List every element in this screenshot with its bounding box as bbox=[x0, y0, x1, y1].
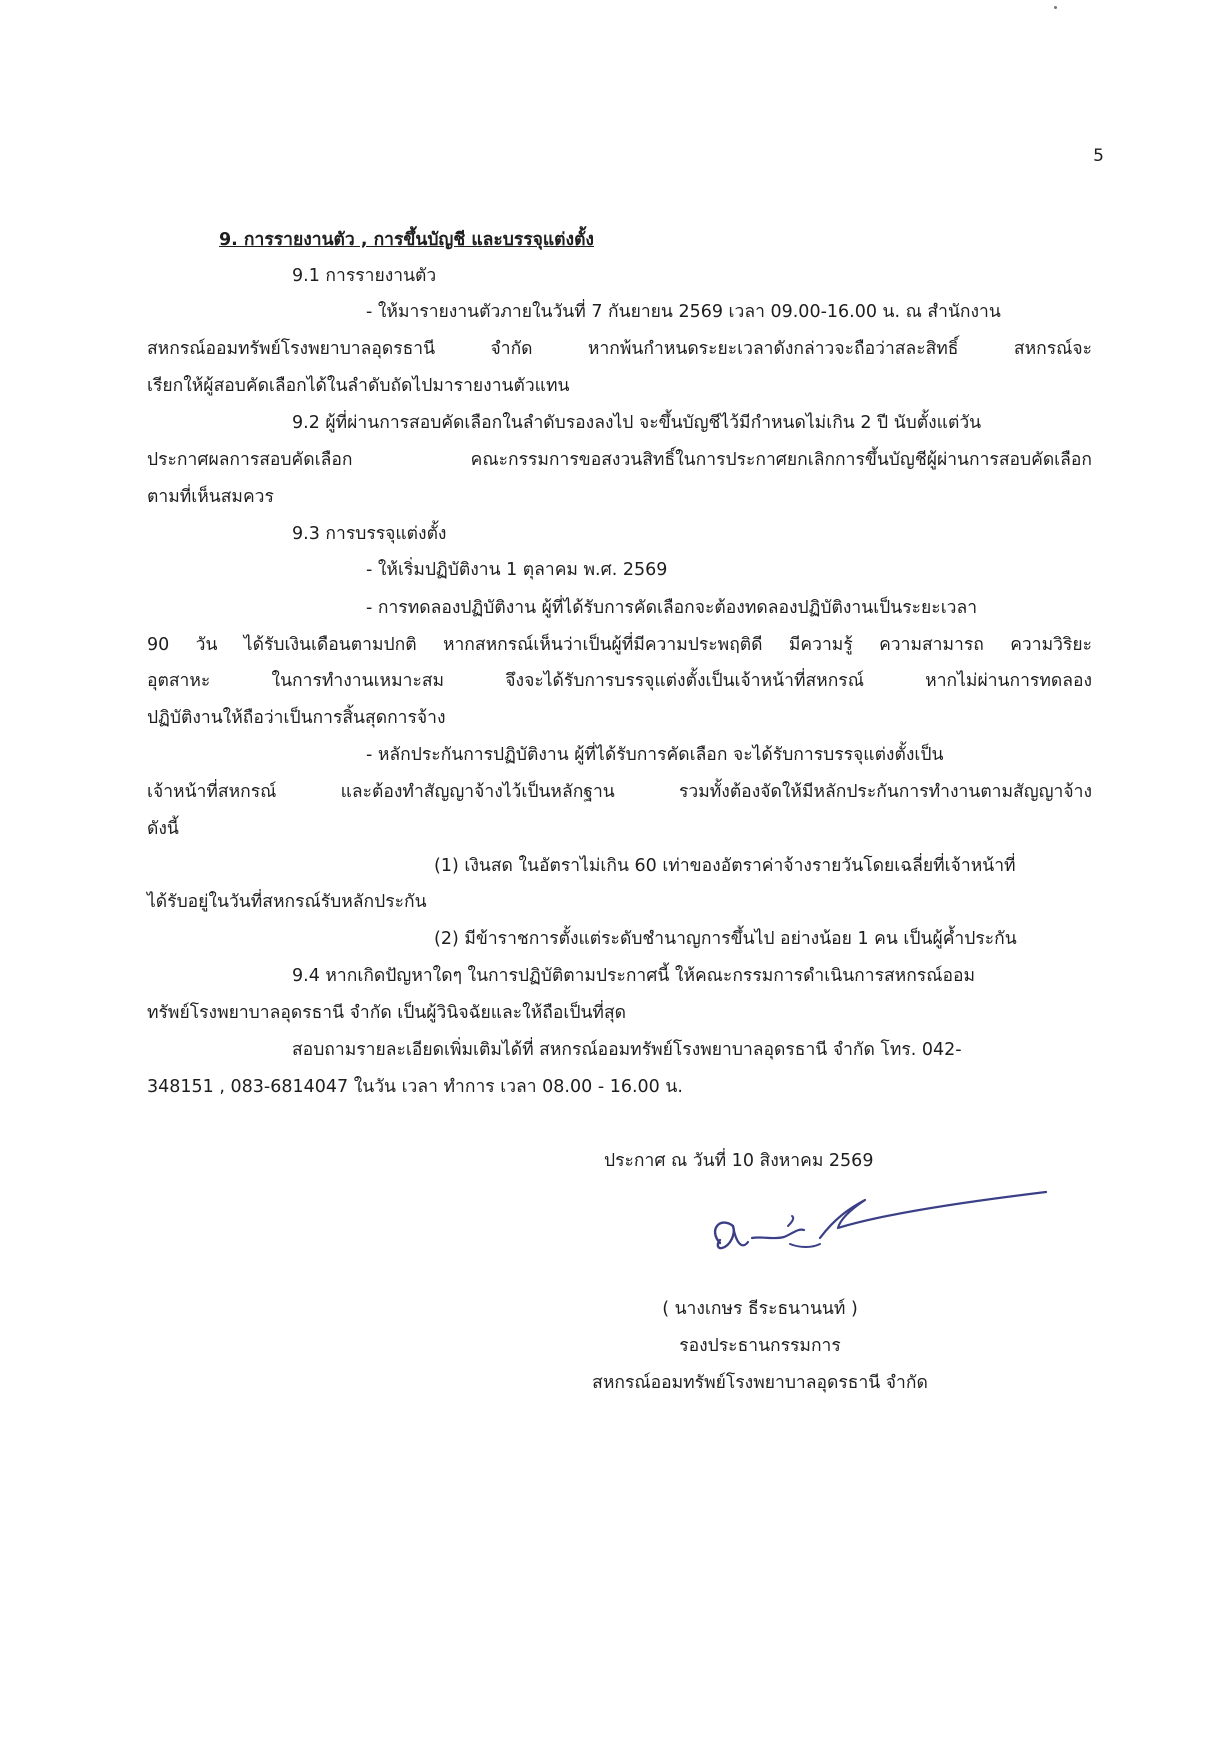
paragraph-line: สอบถามรายละเอียดเพิ่มเติมได้ที่ สหกรณ์ออมทรัพย์โรงพยาบาลอุดรธานี จำกัด โทร. 042- bbox=[292, 1040, 962, 1060]
signatory-name: ( นางเกษร ธีระธนานนท์ ) bbox=[662, 1299, 858, 1319]
section-heading: 9. การรายงานตัว , การขึ้นบัญชี และบรรจุแต่งตั้ง bbox=[219, 230, 594, 250]
list-item-continuation: ได้รับอยู่ในวันที่สหกรณ์รับหลักประกัน bbox=[147, 892, 427, 912]
subsection-9-1-title: 9.1 การรายงานตัว bbox=[292, 266, 437, 286]
paragraph-line: ตามที่เห็นสมควร bbox=[147, 487, 274, 507]
paragraph-line: ทรัพย์โรงพยาบาลอุดรธานี จำกัด เป็นผู้วินิจฉัยและให้ถือเป็นที่สุด bbox=[147, 1003, 627, 1023]
paragraph-line: เจ้าหน้าที่สหกรณ์ และต้องทำสัญญาจ้างไว้เป็นหลักฐาน รวมทั้งต้องจัดให้มีหลักประกันการทำงานตามสัญญาจ้าง bbox=[147, 782, 1092, 802]
paragraph-line: - หลักประกันการปฏิบัติงาน ผู้ที่ได้รับการคัดเลือก จะได้รับการบรรจุแต่งตั้งเป็น bbox=[366, 745, 944, 765]
list-item: (2) มีข้าราชการตั้งแต่ระดับชำนาญการขึ้นไป อย่างน้อย 1 คน เป็นผู้ค้ำประกัน bbox=[434, 929, 1017, 949]
paragraph-line: - การทดลองปฏิบัติงาน ผู้ที่ได้รับการคัดเลือกจะต้องทดลองปฏิบัติงานเป็นระยะเวลา bbox=[366, 598, 978, 618]
paragraph-line: 348151 , 083-6814047 ในวัน เวลา ทำการ เวลา 08.00 - 16.00 น. bbox=[147, 1077, 683, 1097]
paragraph-line: ประกาศผลการสอบคัดเลือก คณะกรรมการขอสงวนสิทธิ์ในการประกาศยกเลิกการขึ้นบัญชีผู้ผ่านการสอบคัดเลือก bbox=[147, 450, 1092, 470]
paragraph-line: 90 วัน ได้รับเงินเดือนตามปกติ หากสหกรณ์เห็นว่าเป็นผู้ที่มีความประพฤติดี มีความรู้ ความสามารถ ความวิริยะ bbox=[147, 635, 1092, 655]
paragraph-line: 9.2 ผู้ที่ผ่านการสอบคัดเลือกในลำดับรองลงไป จะขึ้นบัญชีไว้มีกำหนดไม่เกิน 2 ปี นับตั้งแต่วัน bbox=[292, 413, 982, 433]
paragraph-line: ดังนี้ bbox=[147, 819, 179, 839]
paragraph-line: ปฏิบัติงานให้ถือว่าเป็นการสิ้นสุดการจ้าง bbox=[147, 708, 446, 728]
paragraph-line: สหกรณ์ออมทรัพย์โรงพยาบาลอุดรธานี จำกัด หากพ้นกำหนดระยะเวลาดังกล่าวจะถือว่าสละสิทธิ์ สหกรณ์จะ bbox=[147, 339, 1092, 359]
scan-speck bbox=[1054, 6, 1057, 9]
announcement-date: ประกาศ ณ วันที่ 10 สิงหาคม 2569 bbox=[604, 1151, 874, 1171]
paragraph-line: 9.4 หากเกิดปัญหาใดๆ ในการปฏิบัติตามประกาศนี้ ให้คณะกรรมการดำเนินการสหกรณ์ออม bbox=[292, 966, 975, 986]
paragraph-line: - ให้มารายงานตัวภายในวันที่ 7 กันยายน 2569 เวลา 09.00-16.00 น. ณ สำนักงาน bbox=[366, 302, 1001, 322]
paragraph-line: เรียกให้ผู้สอบคัดเลือกได้ในลำดับถัดไปมารายงานตัวแทน bbox=[147, 376, 570, 396]
handwritten-signature bbox=[700, 1148, 1060, 1278]
page-number: 5 bbox=[1093, 146, 1104, 166]
subsection-9-3-title: 9.3 การบรรจุแต่งตั้ง bbox=[292, 524, 447, 544]
signatory-position: รองประธานกรรมการ bbox=[679, 1336, 841, 1356]
list-item: (1) เงินสด ในอัตราไม่เกิน 60 เท่าของอัตราค่าจ้างรายวันโดยเฉลี่ยที่เจ้าหน้าที่ bbox=[434, 856, 1016, 876]
paragraph-line: อุตสาหะ ในการทำงานเหมาะสม จึงจะได้รับการบรรจุแต่งตั้งเป็นเจ้าหน้าที่สหกรณ์ หากไม่ผ่านการทดลอง bbox=[147, 671, 1092, 691]
signatory-organization: สหกรณ์ออมทรัพย์โรงพยาบาลอุดรธานี จำกัด bbox=[592, 1373, 928, 1393]
paragraph-line: - ให้เริ่มปฏิบัติงาน 1 ตุลาคม พ.ศ. 2569 bbox=[366, 560, 668, 580]
